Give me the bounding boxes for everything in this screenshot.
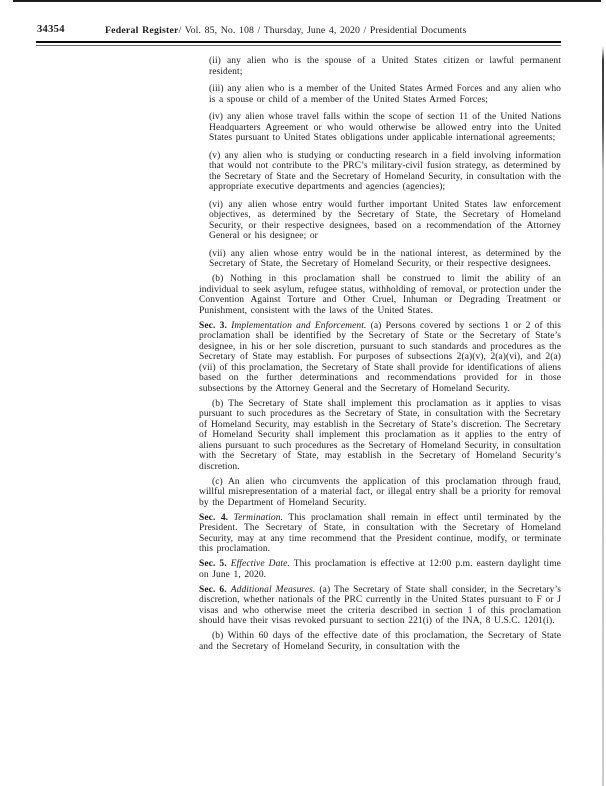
running-head-text — [105, 25, 466, 36]
section-title: Termination. — [233, 512, 284, 523]
doc-paragraph: (iii) any alien who is a member of the United States Armed Forces and any alien who is a spouse or child of a member of the United States Armed Forces; — [209, 84, 561, 105]
section-label: Sec. 5. — [199, 559, 227, 569]
doc-paragraph: (b) Within 60 days of the effective date of this proclamation, the Secretary of State and the Secretary of Homeland Security, in consultation with the — [199, 631, 561, 652]
doc-paragraph: (b) The Secretary of State shall implement this proclamation as it applies to visas pursuant to such procedures as the Secretary of State, in consultation with the Secretary of Homeland Security, may establish in the Secretary of State’s discretion. The Secretary of Homeland Security shall implement this proclamation as it applies to the entry of aliens pursuant to such procedures as the Secretary of Homeland Security, in consultation with the Secretary of State, may establish in the Secretary of Homeland Security’s discretion. — [199, 398, 561, 472]
document-body — [199, 56, 561, 652]
section-paragraph — [199, 559, 561, 580]
running-head — [0, 24, 606, 38]
section-paragraph — [199, 321, 561, 395]
paragraph-text: This proclamation shall remain in effect until terminated by the President. The Secretary of State, in consultation with the Secretary of Homeland Security, may at any time recommend that the President continue, modify, or terminate this proclamation. — [199, 512, 561, 554]
running-head-citation: / Vol. 85, No. 108 / Thursday, June 4, 2020 / Presidential Documents — [178, 24, 467, 36]
page-number: 34354 — [37, 24, 65, 35]
doc-paragraph: (vii) any alien whose entry would be in the national interest, as determined by the Secretary of State, the Secretary of Homeland Security, or their respective designees. — [209, 248, 561, 269]
scan-border-right — [602, 0, 604, 786]
paragraph-text: (a) The Secretary of State shall consider, in the Secretary’s discretion, whether nationals of the PRC currently in the United States pursuant to F or J visas and who otherwise meet the criteria described in section 1 of this proclamation should have their visas revoked pursuant to section 221(i) of the INA, 8 U.S.C. 1201(i). — [199, 584, 561, 626]
section-paragraph — [199, 513, 561, 555]
section-title: Additional Measures. — [230, 584, 316, 595]
paragraph-text: This proclamation is effective at 12:00 p.m. eastern daylight time on June 1, 2020. — [199, 559, 561, 580]
doc-paragraph: (v) any alien who is studying or conducting research in a field involving information that would not contribute to the PRC’s military-civil fusion strategy, as determined by the Secretary of State and the Secretary of Homeland Security, in consultation with the appropriate executive departments and agencies (agencies); — [209, 150, 561, 192]
section-label: Sec. 3. — [199, 320, 227, 331]
doc-paragraph: (iv) any alien whose travel falls within the scope of section 11 of the United Nations Headquarters Agreement or who would otherwise be allowed entry into the United States pursuant to United States obligations under applicable international agreements; — [209, 112, 561, 143]
paragraph-text: (a) Persons covered by sections 1 or 2 of this proclamation shall be identified by the Secretary of State or the Secretary of State’s designee, in his or her sole discretion, pursuant to such standards and procedures as the Secretary of State may establish. For purposes of subsections 2(a)(v), 2(a)(vi), and 2(a)(vii) of this proclamation, the Secretary of State shall provide for identifications of aliens based on the further determinations and recommendations provided for in those subsections by the Attorney General and the Secretary of Homeland Security. — [199, 320, 561, 394]
section-paragraph — [199, 585, 561, 627]
running-head-brand: Federal Register — [105, 24, 179, 36]
header-rule — [36, 41, 561, 46]
section-label: Sec. 4. — [199, 512, 229, 523]
doc-paragraph: (c) An alien who circumvents the application of this proclamation through fraud, willful misrepresentation of a material fact, or illegal entry shall be a priority for removal by the Department of Homeland Security. — [199, 476, 561, 508]
section-title: Effective Date. — [230, 559, 290, 569]
section-title: Implementation and Enforcement. — [231, 320, 367, 331]
scan-border-top — [13, 0, 601, 2]
doc-paragraph: (vi) any alien whose entry would further important United States law enforcement objectives, as determined by the Secretary of State, the Secretary of Homeland Security, or their respective designees, based on a recommendation of the Attorney General or his designee; or — [209, 199, 561, 241]
section-label: Sec. 6. — [199, 584, 227, 595]
doc-paragraph: (b) Nothing in this proclamation shall be construed to limit the ability of an individual to seek asylum, refugee status, withholding of removal, or protection under the Convention Against Torture and Other Cruel, Inhuman or Degrading Treatment or Punishment, consistent with the laws of the United States. — [199, 274, 561, 316]
doc-paragraph: (ii) any alien who is the spouse of a United States citizen or lawful permanent resident; — [209, 56, 561, 77]
